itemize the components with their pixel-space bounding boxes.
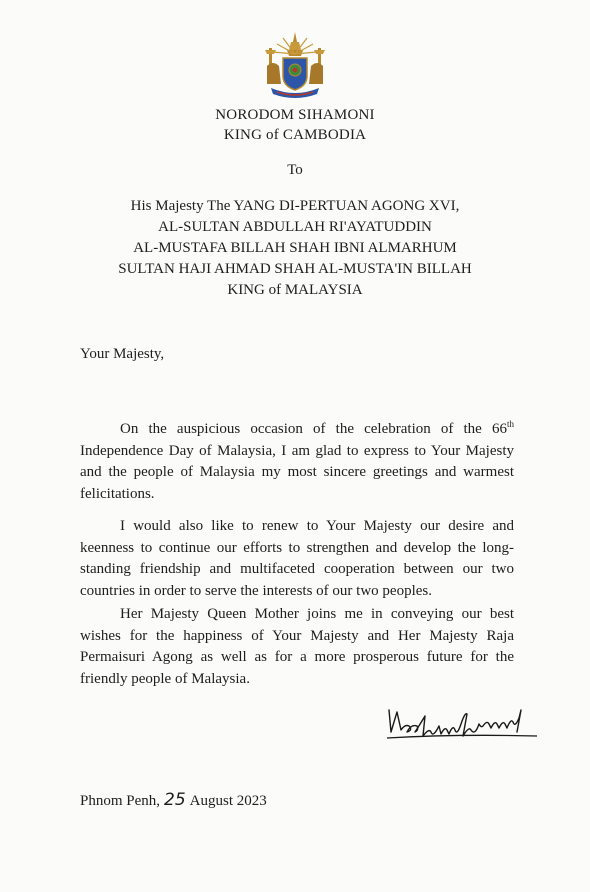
sender-block: [0, 105, 590, 145]
recipient-line: SULTAN HAJI AHMAD SHAH AL-MUSTA'IN BILLAH: [118, 261, 472, 277]
recipient-line: AL-SULTAN ABDULLAH RI'AYATUDDIN: [158, 219, 432, 235]
handwritten-signature-icon: [383, 700, 543, 746]
recipient-line: KING of MALAYSIA: [227, 282, 363, 298]
recipient-line: His Majesty The YANG DI-PERTUAN AGONG XVI,: [130, 198, 460, 214]
to-label: To: [287, 162, 303, 178]
body-paragraph-2: I would also like to renew to Your Majesty our desire and keenness to continue our efforts to strengthen and develop the long-standing friendship and multifaceted cooperation between our two countries in order to serve the interests of our two peoples.: [80, 518, 514, 599]
dateline-day: 25: [164, 790, 186, 810]
recipient-block: [0, 196, 590, 301]
recipient-line: AL-MUSTAFA BILLAH SHAH IBNI ALMARHUM: [133, 240, 457, 256]
royal-crest-icon: [263, 30, 327, 102]
dateline-month-year: August 2023: [189, 793, 267, 809]
salutation: Your Majesty,: [80, 346, 165, 362]
sender-name: NORODOM SIHAMONI: [215, 107, 375, 123]
dateline: [80, 790, 267, 810]
sender-title: KING of CAMBODIA: [223, 127, 367, 143]
body-paragraph-3: Her Majesty Queen Mother joins me in conveying our best wishes for the happiness of Your Majesty and Her Majesty Raja Permaisuri Agong as well as for a more prosperous future for the friendly people of Malaysia.: [80, 606, 514, 687]
body-paragraph-1: On the auspicious occasion of the celebration of the 66th Independence Day of Malaysia, I am glad to express to Your Majesty and the people of Malaysia my most sincere greetings and warmest felicitations.: [80, 419, 514, 502]
dateline-place: Phnom Penh,: [80, 793, 161, 809]
